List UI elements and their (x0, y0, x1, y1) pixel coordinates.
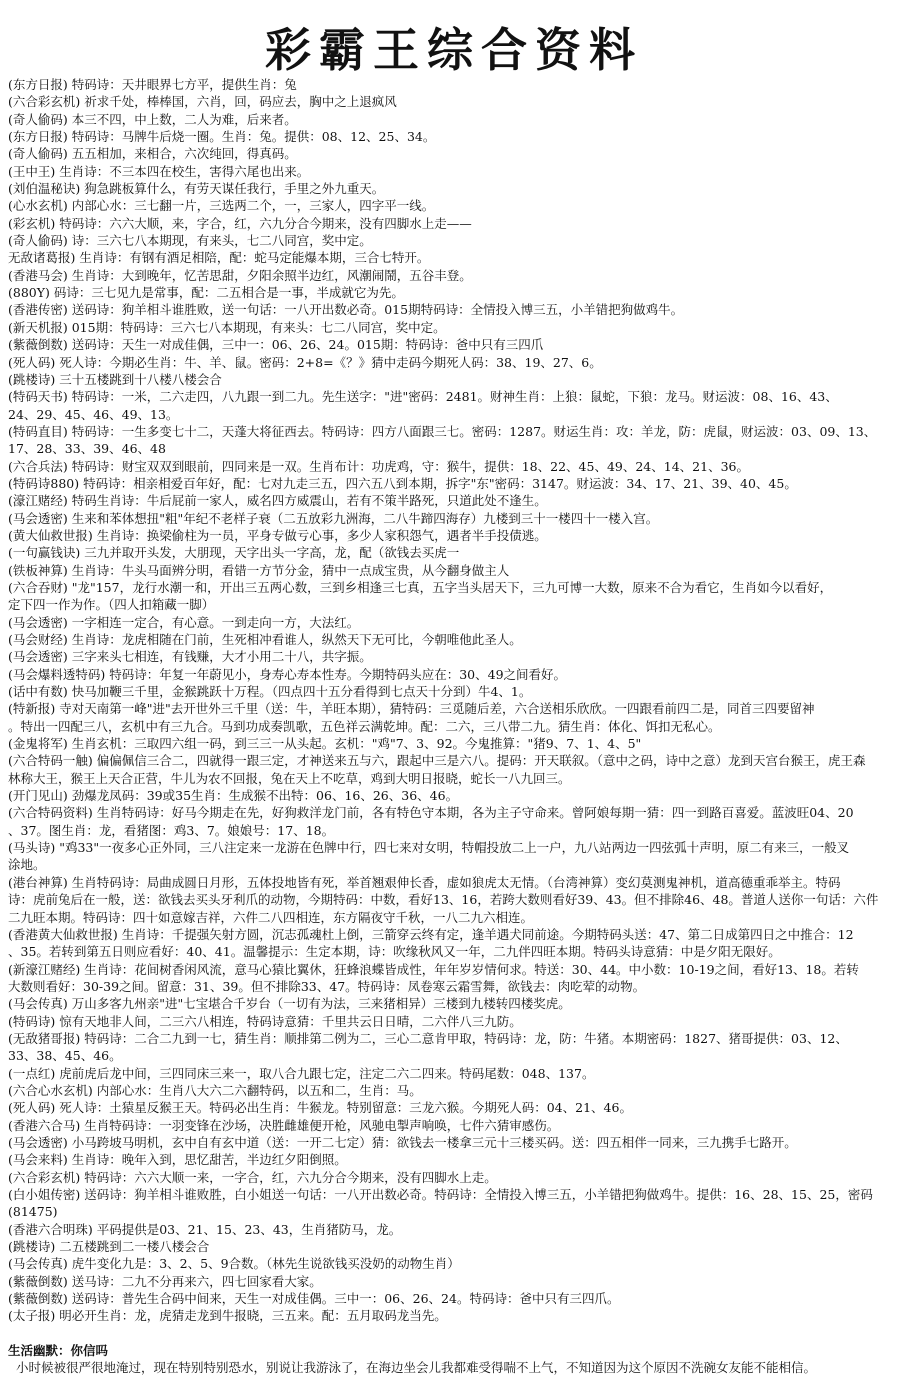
text-line: 、37。图生肖：龙，看猪图：鸡3、7。娘娘号：17、18。 (8, 822, 335, 838)
text-line: 无敌诸葛报) 生肖诗：有钢有酒足相陪，配：蛇马定能爆本期，三合七特开。 (8, 250, 430, 266)
text-line: (白小姐传密) 送码诗：狗羊相斗谁败胜，白小姐送一句话：一八开出数必奇。特码诗：全情投入博三五，小羊错把狗做鸡牛。提供：16、28、15、25，密码 (8, 1187, 873, 1202)
text-line: (马会传真) 万山多客九州亲"进"七宝堪合千岁台（一切有为法，三来猪相异）三楼到九楼转四楼奖虎。 (8, 996, 571, 1012)
text-line: 17、28、33、39、46、48 (8, 441, 166, 457)
text-line: (香港马会) 生肖诗：大到晚年，忆苦思甜，夕阳余照半边红，风潮闹鬧，五谷丰登。 (8, 267, 472, 283)
text-line: 33、38、45、46。 (8, 1048, 122, 1064)
text-line: (六合心水玄机) 内部心水：生肖八大六二六翻特码，以五和二，生肖：马。 (8, 1082, 422, 1098)
closing-text: 小时候被很严很地淹过，现在特别特别恐水，别说让我游泳了，在海边坐会儿我都难受得喘不上气，不知道因为这个原因不洗碗女友能不能相信。 (16, 1360, 817, 1375)
text-line: (六合吞财) "龙"157，龙行水潮一和，开出三五两心数，三到乡相逢三七真，五字当头居天下，三九可博一大数，原来不合为看它，生肖如今以看好， (8, 579, 833, 595)
text-line: (马会爆料透特码) 特码诗：年复一年蔚见小，身寿心寿本性寿。今期特码头应在：30、49之间看好。 (8, 666, 567, 682)
text-line: 。特出一四配三八，玄机中有三九合。马到功成奏凯歌，五色祥云满乾坤。配：二六，三八带二九。猜生肖：体化、饵扣无私心。 (8, 718, 721, 734)
text-line: (特码诗) 惊有天地非人间，二三六八相连，特码诗意猜：千里共云日日晴，二六伴八三九防。 (8, 1013, 522, 1029)
text-line: 大数则看好：30-39之间。留意：31、39。但不排除33、47。特码诗：凤卷寒云霜雪舞，欲钱去：肉吃荤的动物。 (8, 978, 646, 994)
document-body (8, 76, 900, 1325)
text-line: (无敌猪哥报) 特码诗：二合二九到一七，猜生肖：顺排第二例为二，三心二意肯甲取，特码诗：龙，防：牛猪。本期密码：1827、猪哥提供：03、12、 (8, 1030, 848, 1046)
text-line: (六合特码一触) 偏偏佩信三合二，四就得一跟三定，才神送来五与六，跟起中三是六八。提码：开天联叙。（意中之码，诗中之意）龙到天宫台猴王，虎王森 (8, 753, 866, 769)
text-line: (六合兵法) 特码诗：财宝双双到眼前，四同来是一双。生肖布计：功虎鸡，守：猴牛，提供：18、22、45、49、24、14、21、36。 (8, 458, 749, 474)
text-line: (马会透密) 一字相连一定合，有心意。一到走向一方，大法红。 (8, 614, 360, 630)
text-line: (特码直目) 特码诗：一生多变七十二，天蓬大将征西去。特码诗：四方八面跟三七。密码：1287。财运生肖：攻：羊龙，防：虎鼠，财运波：03、09、13、 (8, 423, 877, 439)
text-line: (特码天书) 特码诗：一米，二六走四，八九跟一到二九。先生送字："进"密码：2481。财神生肖：上狼：鼠蛇，下狼：龙马。财运波：08、16、43、 (8, 389, 838, 405)
text-line: 、35。若转到第五日则应看好：40、41。温馨提示：生定本期，诗：吹缘秋风又一年，二九伴四旺本期。特码头诗意猜：中是夕阳无限好。 (8, 944, 781, 960)
text-line: 定下四一作为作。（四人扣箱藏一脚） (8, 597, 215, 613)
text-line: (死人码) 死人诗：土猿星反猴王天。特码必出生肖：牛猴龙。特别留意：三龙六猴。今期死人码：04、21、46。 (8, 1100, 632, 1116)
text-line: (马会来料) 生肖诗：晚年入到，思忆甜苦，半边红夕阳倒照。 (8, 1152, 347, 1168)
text-line: (一句赢钱诀) 三九并取开头发，大朋现，天字出头一字高，龙，配（欲钱去买虎一 (8, 545, 460, 561)
text-line: (马会财经) 生肖诗：龙虎相随在门前，生死相冲看谁人，纵然天下无可比，今朝唯他此圣人。 (8, 632, 522, 647)
text-line: (奇人偷码) 诗：三六七八本期现，有来头，七二八同宫，奖中定。 (8, 233, 372, 249)
text-line: (黄大仙救世报) 生肖诗：换梁偷柱为一员，平身专做亏心事，多少人家积怨气，遇者半手投债逃。 (8, 527, 547, 543)
closing-section (8, 1342, 900, 1376)
text-line: (六合彩玄机) 祈求千处，棒棒国，六肖，回，码应去，胸中之上退疯风 (8, 94, 397, 110)
text-line: (紫薇倒数) 送码诗：天生一对成佳偶，三中一：06、26、24。015期：特码诗：爸中只有三四爪 (8, 337, 544, 353)
text-line: (紫薇倒数) 送马诗：二九不分再来六，四七回家看大家。 (8, 1273, 322, 1289)
text-line: (马会透密) 三字来头七相连，有钱赚，大才小用二十八，共字振。 (8, 649, 372, 665)
text-line: (奇人偷码) 五五相加，来相合，六次纯回，得真码。 (8, 146, 297, 162)
text-line: 二九旺本期。特码诗：四十如意嫁吉祥，六件二八四相连，东方隔夜守千秋，一八二九六相连。 (8, 909, 534, 925)
text-line: (金鬼将军) 生肖玄机：三取四六组一码，到三三一从头起。玄机："鸡"7、3、92。今鬼推算："猪9、7、1、4、5" (8, 736, 642, 752)
text-line: (开门见山) 劲爆龙凤码：39或35生肖：生成猴不出特：06、16、26、36、46。 (8, 788, 459, 804)
text-line: (一点红) 虎前虎后龙中间，三四同床三来一，取八合九跟七定，注定二六二四来。特码尾数：048、137。 (8, 1065, 595, 1081)
text-line: (香港传密) 送码诗：狗羊相斗谁胜败，送一句话：一八开出数必奇。015期特码诗：全情投入博三五，小羊错把狗做鸡牛。 (8, 302, 684, 318)
text-line: (马头诗) "鸡33"一夜多心正外同，三八注定来一龙游在色牌中行，四七来对女明，特帽投放二上一户，九八站两边一四弦弧十声明，原二有来三，一般叉 (8, 840, 850, 856)
text-line: (新濠江赌经) 生肖诗：花间树香闲风流，意马心猿比翼休，狂蜂浪蝶皆成性，年年岁岁情何求。特送：30、44。中小数：10-19之间，看好13、18。若转 (8, 961, 859, 977)
text-line: (特码诗880) 特码诗：相亲相爱百年好，配：七对九走三五，四六五八到本期，拆字"东"密码：3147。财运波：34、17、21、39、40、45。 (8, 475, 797, 491)
closing-label: 生活幽默：你信吗 (8, 1343, 109, 1358)
text-line: (特新报) 寺对天南第一峰"进"去开世外三千里（送：牛，羊旺本期），猜特码：三觅随后差，六合送相乐欣欣。一四跟看前四二是，同首三四要留神 (8, 701, 815, 717)
text-line: 涂地。 (8, 857, 46, 873)
text-line: (81475) (8, 1204, 58, 1220)
text-line: (新天机报) 015期：特码诗：三六七八本期现，有来头：七二八同宫，奖中定。 (8, 319, 446, 335)
page-title: 彩霸王综合资料 (265, 23, 643, 77)
text-line: (奇人偷码) 本三不四，中上数，二人为难，后来者。 (8, 111, 297, 127)
text-line: (王中王) 生肖诗：不三本四在校生，害得六尾也出来。 (8, 163, 310, 179)
text-line: (紫薇倒数) 送码诗：普先生合码中间来，天生一对成佳偶。三中一：06、26、24。特码诗：爸中只有三四爪。 (8, 1291, 620, 1307)
text-line: (香港六合明珠) 平码提供是03、21、15、23、43，生肖猪防马，龙。 (8, 1221, 402, 1237)
text-line: (六合彩玄机) 特码诗：六六大顺一来，一字合，红，六九分合今期来，没有四脚水上走。 (8, 1169, 497, 1185)
text-line: (港台神算) 生肖特码诗：局曲成圆日月形，五体投地皆有死，举首翘艰伸长香，虚如狼虎太无情。（台湾神算）变幻莫测鬼神机，道高德重乖举主。特码 (8, 874, 841, 890)
text-line: (香港六合马) 生肖特码诗：一羽变锋在沙场，决胜雌雄便开枪，风驰电掣声响唤，七件六猜审感伤。 (8, 1117, 560, 1133)
text-line: (跳楼诗) 二五楼跳到二一楼八楼会合 (8, 1239, 210, 1255)
text-line: (死人码) 死人诗：今期必生肖：牛、羊、鼠。密码：2+8=《？》猜中走码今期死人码：38、19、27、6。 (8, 354, 602, 370)
text-line: 24、29、45、46、49、13。 (8, 406, 179, 422)
text-line: (彩玄机) 特码诗：六六大顺，来，字合，红，六九分合今期来，没有四脚水上走—— (8, 215, 472, 231)
text-line: (跳楼诗) 三十五楼跳到十八楼八楼会合 (8, 371, 222, 387)
text-line: (马会传真) 虎牛变化九是：3、2、5、9合数。（林先生说欲钱买没奶的动物生肖） (8, 1256, 460, 1272)
text-line: (东方日报) 特码诗：天井眼界七方平，提供生肖：兔 (8, 77, 297, 92)
text-line: (刘伯温秘诀) 狗急跳板算什么，有劳天谋任我行，手里之外九重天。 (8, 181, 385, 197)
text-line: 林称大王，猴王上天合正营，牛儿为农不回报，兔在天上不吃草，鸡到大明日报晓，蛇长一八九回三。 (8, 770, 571, 786)
text-line: (东方日报) 特码诗：马牌牛后烧一圈。生肖：兔。提供：08、12、25、34。 (8, 129, 436, 145)
text-line: (铁板神算) 生肖诗：牛头马面辨分明，看错一方节分金，猜中一点成宝贵，从今翻身做主人 (8, 562, 510, 578)
text-line: (香港黄大仙救世报) 生肖诗：千提强矢射方圆，沉志孤魂杜上倒，三箭穿云终有定，逢羊遇犬同前途。今期特码头送：47、第二日成第四日之中推合：12 (8, 926, 854, 942)
text-line: (话中有数) 快马加鞭三千里，金猴跳跃十万程。（四点四十五分看得到七点天十分到）牛4、1。 (8, 684, 532, 700)
text-line: (马会透密) 生来和苯体想扭"粗"年纪不老样子衰（二五放彩九洲海，二八牛蹄四海存）九楼到三十一楼四十一楼入宫。 (8, 510, 659, 526)
text-line: (马会透密) 小马跨坡马明机，玄中自有玄中道（送：一开二七定）猜：欲钱去一楼拿三元十三楼买码。送：四五相伴一同来，三九携手七路开。 (8, 1134, 797, 1150)
text-line: (880Y) 码诗：三七见九是常事，配：二五相合是一事，半成就它为先。 (8, 285, 404, 301)
text-line: 诗：虎前兔后在一般，送：欲钱去买头牙利爪的动物，今期特码：中数，看好13、16，若跨大数则看好39、43。但不排除46、48。普道人送你一句话：六件 (8, 892, 879, 908)
text-line: (太子报) 明必开生肖：龙，虎猜走龙到牛报晓，三五来。配：五月取码龙当先。 (8, 1308, 447, 1324)
text-line: (濠江赌经) 特码生肖诗：牛后屁前一家人，威名四方威震山，若有不策半路死，只道此处不逢生。 (8, 493, 547, 509)
text-line: (六合特码资料) 生肖特码诗：好马今期走在先，好狗救洋龙门前，各有特色守本期，各为主子守命来。曾阿娘每期一猜：四一到路百喜爱。蓝波旺04、20 (8, 805, 854, 821)
text-line: (心水玄机) 内部心水：三七翻一片，三选两二个，一，三家人，四字平一线。 (8, 198, 435, 214)
